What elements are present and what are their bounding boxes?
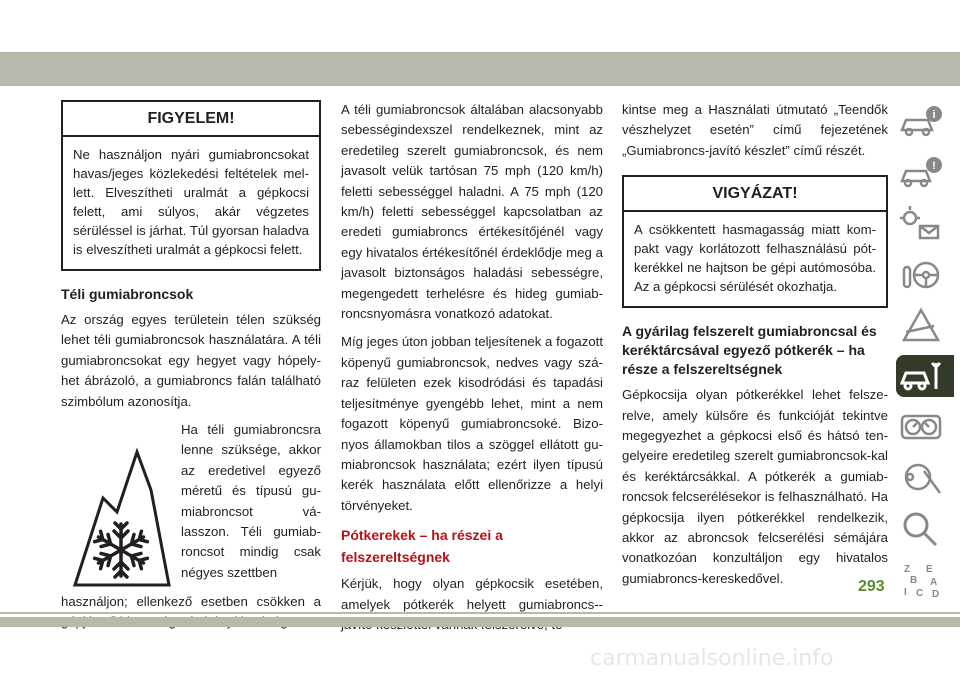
warning-triangle-icon[interactable]	[896, 304, 946, 346]
warning-box	[61, 100, 321, 271]
gauges-icon[interactable]	[896, 406, 946, 448]
svg-text:B: B	[910, 575, 918, 586]
spare-wheels-paragraph: Kérjük, hogy olyan gépkocsik esetében, amelyek pótkerék helyett gumiabroncs--	[341, 576, 603, 612]
footer-line	[0, 612, 960, 614]
page-number: 293	[858, 578, 885, 595]
snowflake-row	[61, 420, 321, 592]
warning-text: Ne használjon nyári gumiabroncsokat havas/jeges közlekedési feltételek mel-lett. Elveszítheti uralmát a gépkocsi felett, ami súlyos, akár végzetes sérüléssel is járhat. Túl gyorsan haladva is elveszítheti uralmát a gépkocsi felett.	[73, 147, 309, 257]
magnifier-icon[interactable]	[896, 508, 946, 550]
svg-text:!: !	[932, 160, 936, 172]
svg-text:D: D	[932, 589, 940, 600]
warning-title: FIGYELEM!	[63, 102, 319, 137]
chapter-tabs	[896, 100, 954, 610]
watermark: carmanualsonline.info	[590, 646, 834, 671]
spare-wheels-heading: Pótkerekek – ha részei a felszereltségnek	[341, 527, 503, 566]
alphabet-index-icon[interactable]	[896, 559, 946, 601]
matching-spare-paragraph: Gépkocsija olyan pótkerékkel lehet felsze-relve, amely külsőre és funkcióját tekintve megegyezhet a gépkocsi első és hátsó ten-gelyeire eredetileg szerelt gumiabroncsok-kal és keréktárcsákkal. A pótkerék a gumiab-roncsok felcserélésekor is felhasználható. Ha gépkocsija ilyen pótkerékkel rendelkezik, akkor az abroncsok felcserélési sémájára vonatkozóan konzultáljon egy hivatalos gumiabroncs-kereskedővel.	[622, 387, 888, 586]
speed-index-paragraph: A téli gumiabroncsok általában alacsonyabb sebességindexszel rendelkeznek, mint az eredetileg szerelt gumiabroncsok, és nem javasolt velük tartósan 75 mph (120 km/h) feletti sebességgel haladni. A 75 mph (120 km/h) feletti sebességgel kapcsolatban az eredeti gumiabroncs értékesítőjénél vagy egy hivatalos értékesítőnél érdeklődje meg a javasolt biztonságos haladási sebességre, megengedett terhelésre és hideg gumiab-roncsnyomásra vonatkozó adatokat.	[341, 102, 603, 322]
mountain-snowflake-icon	[61, 420, 181, 592]
car-wrench-icon[interactable]	[896, 355, 954, 397]
svg-text:i: i	[932, 109, 936, 121]
studded-tires-paragraph: Míg jeges úton jobban teljesítenek a fogazott köpenyű gumiabroncsok, nedves vagy szá-raz felületen ezek kisodródási és tapadási teljesítménye gyengébb lehet, mint a nem fogazott köpenyű gumiabroncsoké. Bizo-nyos államokban tilos a szöggel ellátott gu-miabroncsok használata; ezért ilyen típusú kerék használata előtt ellenőrizze a helyi törvényeket.	[341, 334, 603, 513]
winter-tires-paragraph-end: használjon; ellenkező esetben csökken a	[61, 594, 321, 610]
footer-band	[0, 617, 960, 627]
car-info-icon[interactable]	[896, 100, 946, 142]
column-2	[341, 100, 603, 643]
column-3	[622, 100, 888, 597]
winter-tires-heading: Téli gumiabroncsok	[61, 286, 194, 302]
car-warning-icon[interactable]	[896, 151, 946, 193]
caution-box	[622, 175, 888, 308]
svg-text:I: I	[904, 587, 907, 598]
matching-spare-heading: A gyárilag felszerelt gumiabroncsal és keréktárcsával egyező pótkerék – ha része a felszereltségnek	[622, 323, 877, 378]
top-margin	[0, 0, 960, 52]
svg-text:Z: Z	[904, 564, 911, 575]
svg-text:C: C	[916, 588, 924, 599]
service-wrench-icon[interactable]	[896, 457, 946, 499]
svg-text:E: E	[926, 564, 933, 575]
repair-kit-paragraph: kintse meg a Használati útmutató „Teendők vészhelyzet esetén” című fejezetének „Gumiabroncs-javító készlet” című részét.	[622, 102, 888, 158]
winter-tires-paragraph: Az ország egyes területein télen szükség lehet téli gumiabroncsok használatára. A téli gumiabroncsokat egy hegyet vagy hópely-het ábrázoló, a gumiabroncs falán található szimbólum azonosítja.	[61, 312, 321, 409]
header-band	[0, 52, 960, 86]
caution-text: A csökkentett hasmagasság miatt kom-pakt vagy korlátozott felhasználású pót-kerékkel ne hajtson be gépi autómosóba. Az a gépkocsi sérülését okozhatja.	[634, 222, 876, 295]
caution-title: VIGYÁZAT!	[624, 177, 886, 212]
svg-text:A: A	[930, 577, 938, 588]
snowflake-side-text: Ha téli gumiabroncsra lenne szüksége, akkor az eredetivel egyező méretű és típusú gu-miabroncsot vá-lasszon. Téli gumiab-roncsot mindig csak négyes szettben	[181, 422, 321, 580]
column-1	[61, 100, 321, 641]
steering-wheel-icon[interactable]	[896, 253, 946, 295]
dashboard-light-icon[interactable]	[896, 202, 946, 244]
